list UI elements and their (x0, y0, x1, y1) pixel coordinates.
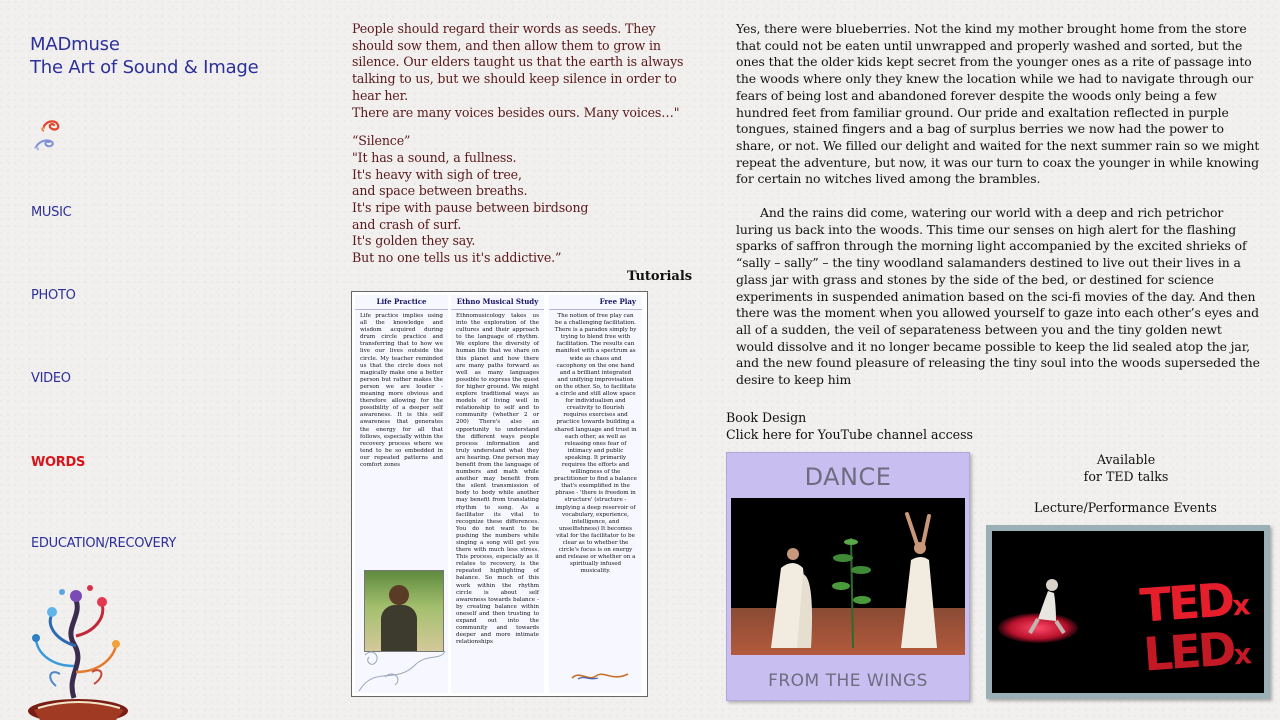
dance-performance-photo (731, 498, 965, 655)
nav-education-recovery[interactable]: EDUCATION/RECOVERY (31, 536, 176, 551)
quote-paragraph: There are many voices besides ours. Many voices…" (352, 104, 680, 120)
youtube-channel-link[interactable]: Click here for YouTube channel access (726, 427, 973, 442)
nav-video[interactable]: VIDEO (31, 371, 71, 386)
tedx-logo-x: x (1232, 637, 1250, 672)
poem-line: But no one tells us it's addictive.” (352, 250, 562, 266)
tedx-logo-x: x (1231, 588, 1249, 623)
panel-text: Life practice implies using all the knowledge and wisdom acquired during drum circle practice and transferring that to how we live our lives outside the circle. My teacher reminded us that the circle does not magically make one a better person but rather makes the person we are louder - meaning more obvious and therefore allowing for the possibility of a deeper self awareness. It is this self awareness that generates the energy for all that follows, especially within the recovery process where we tend to be so embedded in our repeated patterns and comfort zones (360, 313, 443, 468)
cover-title-top: DANCE (804, 463, 892, 491)
ted-available-line: for TED talks (1083, 469, 1169, 484)
elders-quote (352, 21, 692, 267)
panel-title: Free Play (549, 295, 642, 310)
dancers-illustration (731, 498, 965, 655)
tutorials-brochure[interactable] (351, 291, 648, 697)
brand-tagline: The Art of Sound & Image (30, 57, 259, 78)
ted-availability (1050, 451, 1202, 485)
story-paragraph: Yes, there were blueberries. Not the kind my mother brought home from the store that could not be eaten until unwrapped and properly washed and sorted, but the ones that the older kids kept secret from the younger ones as a rite of passage into the woods where only they knew the location while we had to navigate through our fears of being lost and abandoned forever despite the woods only being a few hundred feet from familiar ground. Our pride and exaltation reflected in purple tongues, stained fingers and a bag of surplus berries we now had the power to share, or not. We filled our delight and waited for the next summer rain so we might repeat the adventure, but now, it was our turn to coax the younger in while knowing for certain no witches lived among the brambles. (736, 21, 1260, 187)
nav-photo[interactable]: PHOTO (31, 288, 76, 303)
tedx-video-thumbnail[interactable] (986, 525, 1270, 699)
tedx-logo-ted: TED (1138, 572, 1234, 633)
tedx-logo (1138, 572, 1253, 682)
floral-flourish-icon (355, 595, 448, 693)
poem-title: “Silence” (352, 133, 411, 149)
brochure-panel-life-practice (355, 295, 448, 693)
ted-available-line: Available (1096, 452, 1156, 467)
tedx-logo-led: LED (1141, 621, 1236, 682)
performer-silhouette (1012, 571, 1082, 641)
tutorials-heading: Tutorials (627, 269, 693, 284)
dance-from-the-wings-cover[interactable] (726, 452, 970, 701)
brochure-panel-free-play (549, 295, 642, 693)
panel-text: The notion of free play can be a challenging facilitation. There is a paradox simply by trying to blend free with facilitation. The results can manifest with a spectrum as wide as chaos and cacophony on the one hand and a brilliant integrated and unifying improvisation on the other. So, to facilitate a circle and still allow space for individualism and creativity to flourish requires exercises and practice towards building a shared language and trust in each other, as well as releasing ones fear of intimacy and public speaking. It primarily requires the efforts and willingness of the practitioner to find a balance that's exemplified in the phrase - 'there is freedom in structure' (structure - implying a deep reservoir of vocabulary, experience, intelligence, and unselfishness) It becomes vital for the facilitator to be clear as to whether the circle's focus is on energy and release or whether on a spiritually infused musicality. (554, 313, 637, 575)
story-paragraph: And the rains did come, watering our world with a deep and rich petrichor luring us back into the woods. This time our senses on high alert for the flashing sparks of saffron through the morning light accompanied by the excited shrieks of “sally – sally” – the tiny woodland salamanders destined to live out their lives in a glass jar with grass and stones by the side of the bed, or destined for science experiments in suspended animation based on the sci-fi movies of the day. And then there was the moment when you allowed yourself to gaze into each other’s eyes and all of a sudden, the veil of separateness between you and the tiny golden newt would dissolve and it no longer became possible to keep the lid sealed atop the jar, and the new found pleasure of releasing the tiny soul into the woods superseded the desire to keep him (736, 205, 1260, 388)
book-design-section (726, 409, 973, 443)
panel-text: Ethnomusicology takes us into the exploration of the cultures and their approach to the language of rhythm. We explore the diversity of human life that we share on this planet and how there are many paths forward as well as many languages possible to express the quest for higher ground. We might explore traditional ways as models of living well in relationship to self and to community (whether 2 or 200) There's also an opportunity to understand the different ways people process information and truly understand what they are hearing. One person may benefit from the language of numbers and math while another may benefit from the silent transmission of body to body while another may benefit from translating rhythm to song. As a facilitator its vital to recognize these differences. You do not want to be pushing the numbers while singing a song will get you there with much less stress. This process, especially as it relates to recovery, is the repeated highlighting of balance. So much of this work within the rhythm circle is about self awareness towards balance - by creating balance within oneself and then trusting to expand out into the community and towards deeper and more intimate relationships (456, 313, 539, 646)
poem-line: It's heavy with sigh of tree, (352, 166, 522, 182)
swirl-logo-icon (30, 114, 70, 154)
book-design-heading: Book Design (726, 410, 807, 425)
nav-words[interactable]: WORDS (31, 455, 86, 470)
poem-line: It's golden they say. (352, 233, 476, 249)
tedx-stage (992, 531, 1264, 693)
cover-title-bottom: FROM THE WINGS (768, 671, 928, 691)
lecture-events-heading: Lecture/Performance Events (1034, 500, 1217, 515)
book-tree-artwork (16, 574, 136, 720)
site-brand[interactable] (30, 33, 259, 79)
quote-paragraph: People should regard their words as seeds. They should sow them, and then allow them to grow in silence. Our elders taught us that the earth is always talking to us, but we should keep silence in order to hear her. (352, 21, 684, 103)
panel-title: Ethno Musical Study (451, 295, 544, 310)
decorative-squiggle-icon (570, 670, 630, 682)
poem-line: "It has a sound, a fullness. (352, 149, 517, 165)
nav-music[interactable]: MUSIC (31, 205, 72, 220)
blueberry-story (736, 21, 1261, 389)
brand-name: MADmuse (30, 34, 120, 55)
poem-line: It's ripe with pause between birdsong (352, 200, 589, 216)
brochure-panel-ethno-musical (451, 295, 544, 693)
poem-line: and crash of surf. (352, 216, 462, 232)
poem-line: and space between breaths. (352, 183, 528, 199)
panel-title: Life Practice (355, 295, 448, 310)
